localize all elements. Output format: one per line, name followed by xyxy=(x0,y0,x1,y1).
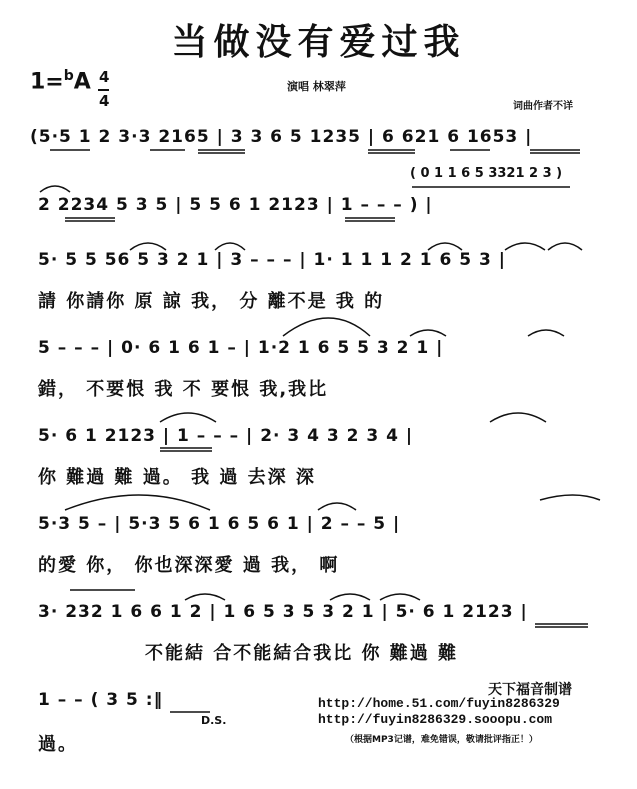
time-signature-top: 4 xyxy=(99,68,110,86)
notation-row-1: (5·5 1 2 3·3 2165 | 3 3 6 5 1235 | 6 621 6 1653 | xyxy=(30,127,533,147)
notation-row-3: 5· 5 5 56 5 3 2 1 | 3 – – – | 1· 1 1 1 2 1 6 5 3 | xyxy=(38,250,506,270)
notation-row-5: 5· 6 1 2123 | 1 – – – | 2· 3 4 3 2 3 4 | xyxy=(38,426,414,446)
notation-row-8: 1 – – ( 3 5 :‖ xyxy=(38,690,164,710)
key-prefix: 1= xyxy=(30,69,64,95)
time-signature-bottom: 4 xyxy=(99,92,110,110)
composer-credit: 词曲作者不详 xyxy=(513,101,573,112)
notation-row-7: 3· 232 1 6 6 1 2 | 1 6 5 3 5 3 2 1 | 5· 6 1 2123 | xyxy=(38,602,528,622)
ds-marking: D.S. xyxy=(201,714,227,727)
intro-aux-notation: ( 0 1 1 6 5 3321 2 3 ) xyxy=(410,166,563,181)
lyric-row-6: 的愛 你， 你也深深愛 過 我， 啊 xyxy=(38,555,340,576)
singer-credit: 演唱 林翠萍 xyxy=(287,80,346,93)
publisher-brand: 天下福音制谱 xyxy=(488,682,572,698)
key-note: A xyxy=(73,69,91,95)
song-title: 当做没有爱过我 xyxy=(171,22,466,63)
lyric-row-4: 錯， 不要恨 我 不 要恨 我,我比 xyxy=(38,379,329,400)
lyric-row-7: 不能結 合不能結合我比 你 難過 難 xyxy=(145,643,459,664)
notation-row-6: 5·3 5 – | 5·3 5 6 1 6 5 6 1 | 2 – – 5 | xyxy=(38,514,401,534)
transcription-note: （根据MP3记谱，难免错误，敬请批评指正！） xyxy=(345,735,538,745)
notation-row-2: 2 2234 5 3 5 | 5 5 6 1 2123 | 1 – – – ) | xyxy=(38,195,433,215)
lyric-row-5: 你 難過 難 過。 我 過 去深 深 xyxy=(38,467,316,488)
notation-row-4: 5 – – – | 0· 6 1 6 1 – | 1·2 1 6 5 5 3 2 1 | xyxy=(38,338,444,358)
flat-sign: b xyxy=(63,68,74,84)
source-url-1: http://home.51.com/fuyin8286329 xyxy=(318,696,560,711)
source-url-2: http://fuyin8286329.sooopu.com xyxy=(318,712,553,727)
lyric-row-8: 過。 xyxy=(38,734,78,755)
lyric-row-3: 請 你請你 原 諒 我， 分 離不是 我 的 xyxy=(38,291,385,312)
